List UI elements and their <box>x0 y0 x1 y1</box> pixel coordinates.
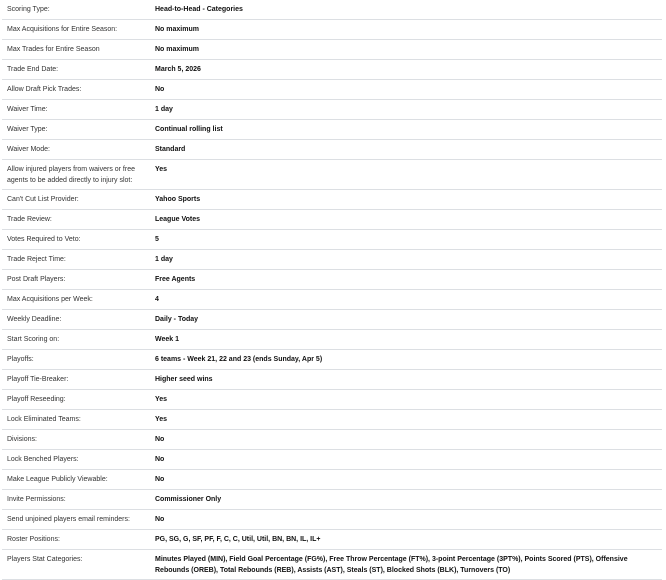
setting-label: Playoff Tie-Breaker: <box>2 370 150 390</box>
setting-value: Yahoo Sports <box>150 190 662 210</box>
setting-value: No <box>150 430 662 450</box>
setting-value: Daily - Today <box>150 310 662 330</box>
settings-row <box>2 310 662 330</box>
setting-label: Max Acquisitions per Week: <box>2 290 150 310</box>
setting-label: Max Acquisitions for Entire Season: <box>2 20 150 40</box>
setting-label: Invite Permissions: <box>2 490 150 510</box>
settings-row <box>2 80 662 100</box>
setting-label: Lock Eliminated Teams: <box>2 410 150 430</box>
setting-value: No <box>150 450 662 470</box>
setting-label: Lock Benched Players: <box>2 450 150 470</box>
setting-label: Waiver Type: <box>2 120 150 140</box>
setting-value: 1 day <box>150 100 662 120</box>
league-settings-body <box>2 0 662 580</box>
settings-row <box>2 250 662 270</box>
setting-value: League Votes <box>150 210 662 230</box>
setting-value: Yes <box>150 160 662 190</box>
setting-value: Higher seed wins <box>150 370 662 390</box>
setting-value: No maximum <box>150 20 662 40</box>
setting-label: Waiver Mode: <box>2 140 150 160</box>
settings-row <box>2 510 662 530</box>
setting-value: Commissioner Only <box>150 490 662 510</box>
settings-row <box>2 210 662 230</box>
settings-row <box>2 530 662 550</box>
setting-value: Yes <box>150 410 662 430</box>
settings-row <box>2 450 662 470</box>
setting-label: Playoffs: <box>2 350 150 370</box>
settings-row <box>2 230 662 250</box>
settings-row <box>2 550 662 580</box>
setting-label: Players Stat Categories: <box>2 550 150 580</box>
setting-label: Make League Publicly Viewable: <box>2 470 150 490</box>
setting-label: Trade Review: <box>2 210 150 230</box>
settings-row <box>2 140 662 160</box>
setting-value: Standard <box>150 140 662 160</box>
setting-label: Allow Draft Pick Trades: <box>2 80 150 100</box>
setting-label: Votes Required to Veto: <box>2 230 150 250</box>
settings-row <box>2 410 662 430</box>
setting-value: Free Agents <box>150 270 662 290</box>
setting-value: Head-to-Head - Categories <box>150 0 662 20</box>
setting-value: PG, SG, G, SF, PF, F, C, C, Util, Util, BN, BN, IL, IL+ <box>150 530 662 550</box>
setting-label: Post Draft Players: <box>2 270 150 290</box>
settings-row <box>2 190 662 210</box>
setting-value: 1 day <box>150 250 662 270</box>
setting-label: Playoff Reseeding: <box>2 390 150 410</box>
settings-row <box>2 20 662 40</box>
setting-label: Scoring Type: <box>2 0 150 20</box>
setting-label: Trade Reject Time: <box>2 250 150 270</box>
setting-value: 5 <box>150 230 662 250</box>
settings-row <box>2 470 662 490</box>
settings-row <box>2 60 662 80</box>
setting-value: No <box>150 470 662 490</box>
setting-label: Max Trades for Entire Season <box>2 40 150 60</box>
setting-value: Minutes Played (MIN), Field Goal Percentage (FG%), Free Throw Percentage (FT%), 3-point Percentage (3PT%), Points Scored (PTS), Offensive Rebounds (OREB), Total Rebounds (REB), Assists (AST), Steals (ST), Blocked Shots (BLK), Turnovers (TO) <box>150 550 662 580</box>
settings-row <box>2 390 662 410</box>
settings-row <box>2 270 662 290</box>
setting-label: Waiver Time: <box>2 100 150 120</box>
settings-row <box>2 430 662 450</box>
settings-row <box>2 490 662 510</box>
settings-row <box>2 370 662 390</box>
settings-row <box>2 100 662 120</box>
setting-value: Week 1 <box>150 330 662 350</box>
settings-row <box>2 0 662 20</box>
settings-row <box>2 40 662 60</box>
setting-value: No <box>150 80 662 100</box>
setting-value: 4 <box>150 290 662 310</box>
settings-row <box>2 330 662 350</box>
setting-value: March 5, 2026 <box>150 60 662 80</box>
setting-label: Send unjoined players email reminders: <box>2 510 150 530</box>
setting-value: No <box>150 510 662 530</box>
setting-label: Weekly Deadline: <box>2 310 150 330</box>
settings-row <box>2 120 662 140</box>
settings-row <box>2 290 662 310</box>
league-settings-table <box>2 0 662 580</box>
setting-value: 6 teams - Week 21, 22 and 23 (ends Sunday, Apr 5) <box>150 350 662 370</box>
settings-row <box>2 160 662 190</box>
setting-label: Allow injured players from waivers or free agents to be added directly to injury slot: <box>2 160 150 190</box>
setting-value: Continual rolling list <box>150 120 662 140</box>
setting-label: Can't Cut List Provider: <box>2 190 150 210</box>
setting-value: Yes <box>150 390 662 410</box>
setting-label: Roster Positions: <box>2 530 150 550</box>
setting-label: Trade End Date: <box>2 60 150 80</box>
setting-label: Divisions: <box>2 430 150 450</box>
setting-value: No maximum <box>150 40 662 60</box>
settings-row <box>2 350 662 370</box>
setting-label: Start Scoring on: <box>2 330 150 350</box>
